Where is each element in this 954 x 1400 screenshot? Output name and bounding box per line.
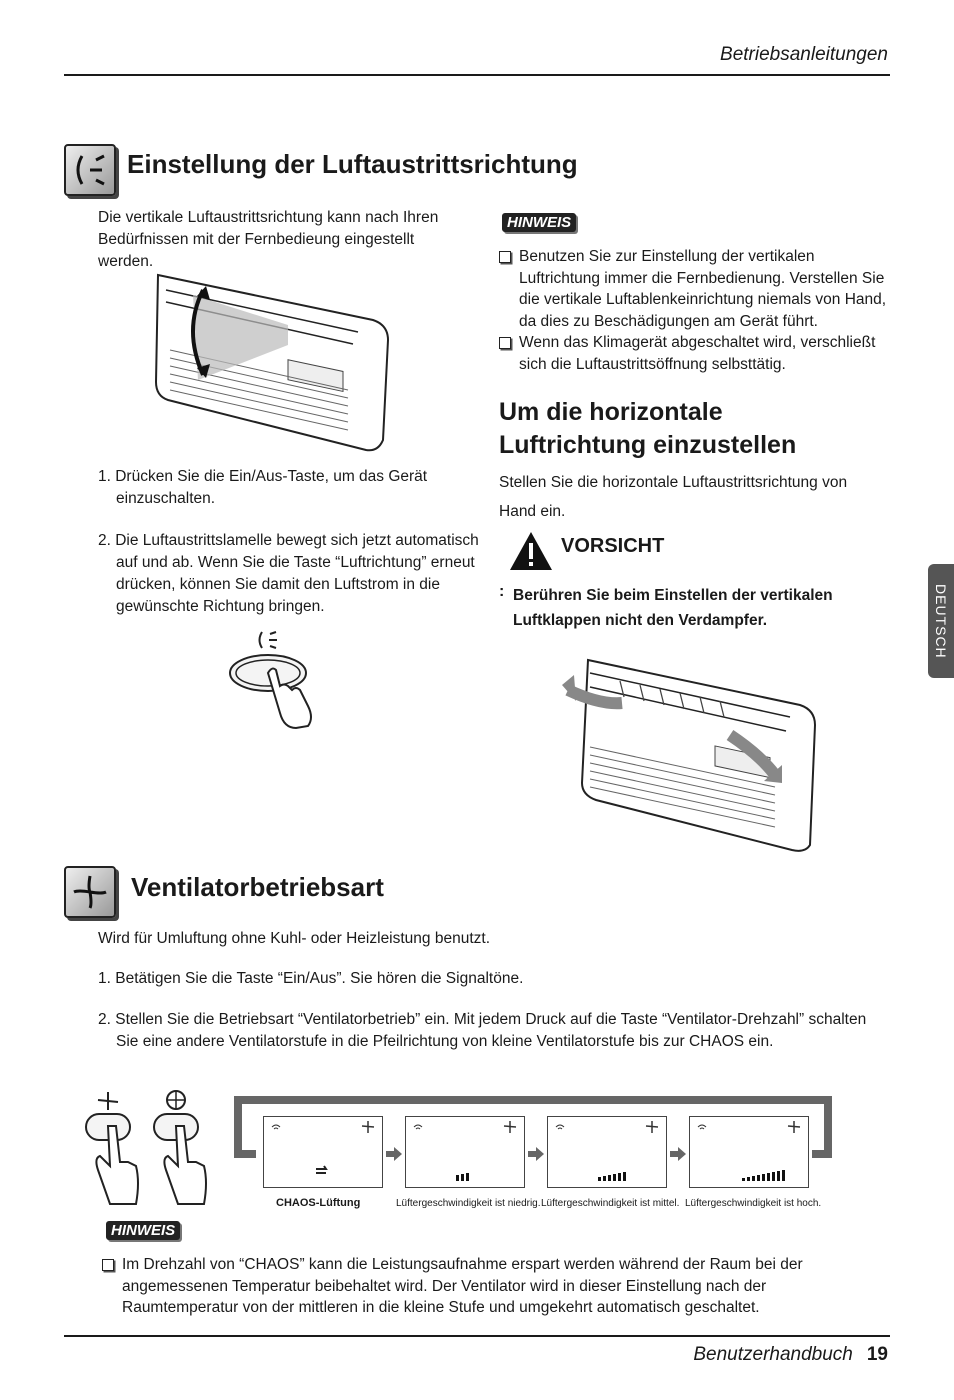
caution-colon: :	[499, 583, 505, 600]
footer-rule	[64, 1335, 890, 1337]
section1-intro: Die vertikale Luftaustrittsrichtung kann nach Ihren Bedürfnissen mit der Fernbedieung eingestellt werden.	[98, 209, 439, 270]
running-header: Betriebsanleitungen	[720, 44, 888, 65]
arrow-right-icon	[384, 1146, 404, 1162]
section2-intro: Wird für Umluftung ohne Kuhl- oder Heizleistung benutzt.	[98, 930, 491, 947]
footer	[693, 1344, 888, 1366]
section1-step-2: 2. Die Luftaustrittslamelle bewegt sich jetzt automatisch auf und ab. Wenn Sie die Taste “Luftrichtung” erneut drücken, können Sie damit den Luftstrom in die gewünschte Richtung bringen.	[98, 532, 479, 615]
ac-unit-vertical-illustration	[148, 270, 393, 460]
arrow-right-icon	[668, 1146, 688, 1162]
subsection-text: Stellen Sie die horizontale Luftaustrittsrichtung von Hand ein.	[499, 474, 848, 520]
caption-high: Lüftergeschwindigkeit ist hoch.	[685, 1198, 822, 1209]
header-rule	[64, 74, 890, 76]
subsection-title-line1: Um die horizontale	[499, 398, 723, 426]
display-panel-low	[405, 1116, 525, 1188]
hinweis-note: Benutzen Sie zur Einstellung der vertikalen Luftrichtung immer die Fernbedienung. Verstellen Sie die vertikale Luftablenkeinrichtung niemals von Hand, da dies zu Beschädigungen am Gerät führt.	[499, 246, 891, 332]
hinweis-note: Im Drehzahl von “CHAOS” kann die Leistungsaufnahme erspart werden während der Raum bei der angemessenen Temperatur beibehaltet wird. Der Ventilator wird in dieser Einstellung nach der Raumtemperatur von der mittleren in die kleine Stufe und umgekehrt automatisch geschaltet.	[102, 1254, 862, 1319]
subsection-title-line2: Luftrichtung einzustellen	[499, 431, 797, 459]
caption-chaos: CHAOS-Lüftung	[276, 1197, 361, 1209]
warning-icon	[508, 530, 554, 572]
section-title-fan-mode: Ventilatorbetriebsart	[131, 872, 384, 902]
air-direction-icon	[64, 144, 116, 196]
display-panel-high	[689, 1116, 809, 1188]
caption-medium: Lüftergeschwindigkeit ist mittel.	[541, 1198, 680, 1209]
footer-label: Benutzerhandbuch	[693, 1344, 853, 1365]
section-title-air-direction: Einstellung der Luftaustrittsrichtung	[127, 149, 578, 179]
display-panel-medium	[547, 1116, 667, 1188]
fan-buttons-illustration	[80, 1086, 220, 1216]
page-number: 19	[866, 1344, 888, 1365]
section1-step-1: 1. Drücken Sie die Ein/Aus-Taste, um das Gerät einzuschalten.	[98, 468, 428, 507]
caution-text: Berühren Sie beim Einstellen der vertikalen Luftklappen nicht den Verdampfer.	[513, 587, 833, 629]
caption-low: Lüftergeschwindigkeit ist niedrig.	[396, 1198, 541, 1209]
language-tab: DEUTSCH	[928, 564, 954, 678]
fan-icon	[64, 866, 116, 918]
caution-label: VORSICHT	[561, 535, 665, 557]
section2-step-2: 2. Stellen Sie die Betriebsart “Ventilatorbetrieb” ein. Mit jedem Druck auf die Taste “Ventilator-Drehzahl” schalten Sie eine andere Ventilatorstufe in die Pfeilrichtung von kleine Ventilatorstufe bis zur CHAOS ein.	[98, 1011, 867, 1050]
hinweis-notes	[499, 246, 891, 375]
ac-unit-horizontal-illustration	[560, 655, 822, 855]
hinweis-badge: HINWEIS	[106, 1221, 180, 1240]
section2-step-1: 1. Betätigen Sie die Taste “Ein/Aus”. Sie hören die Signaltöne.	[98, 970, 524, 987]
display-panel-chaos	[263, 1116, 383, 1188]
hinweis-badge: HINWEIS	[502, 213, 576, 232]
hinweis-note: Wenn das Klimagerät abgeschaltet wird, verschließt sich die Luftaustrittsöffnung selbsttätig.	[499, 332, 891, 375]
remote-air-direction-button	[228, 628, 328, 733]
arrow-right-icon	[526, 1146, 546, 1162]
